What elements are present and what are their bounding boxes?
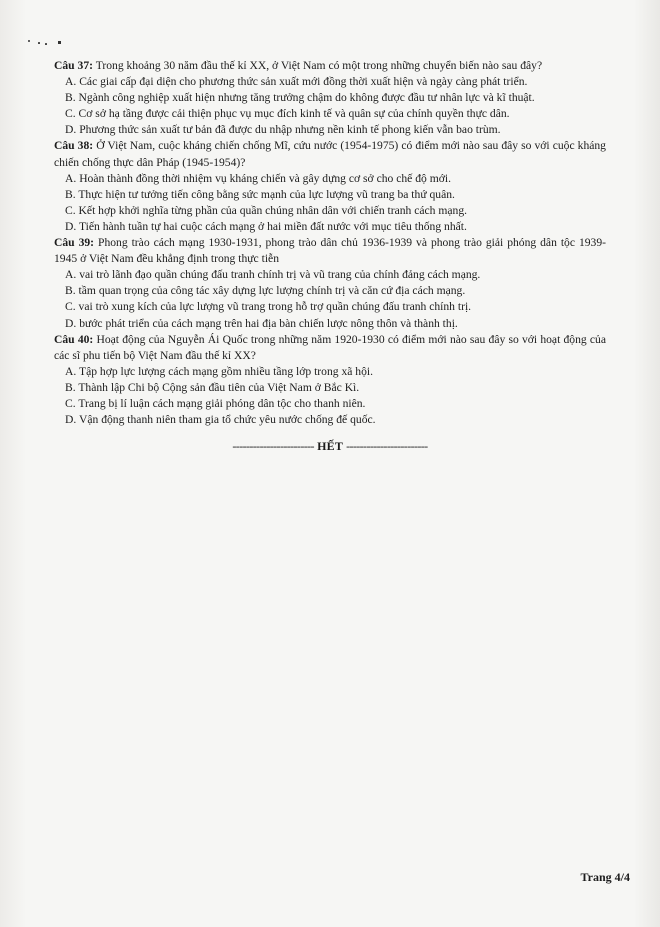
option-c [54,396,606,412]
option-d [54,219,606,235]
option-label: D. [65,316,77,330]
option-text: tầm quan trọng của công tác xây dựng lực lượng chính trị và căn cứ địa cách mạng. [78,284,466,298]
option-text: vai trò lãnh đạo quần chúng đấu tranh chính trị và vũ trang của chính đảng cách mạng. [79,268,481,282]
option-d [54,412,606,428]
option-c [54,203,606,219]
option-text: vai trò xung kích của lực lượng vũ trang trong hỗ trợ quần chúng đấu tranh chính trị. [78,300,472,314]
option-text: Tập hợp lực lượng cách mạng gồm nhiều tầng lớp trong xã hội. [78,364,373,378]
option-d [54,122,606,138]
option-label: A. [65,75,77,89]
option-c [54,106,606,122]
question-number: Câu 40: [54,332,94,346]
question-38 [54,138,606,235]
question-text: Trong khoảng 30 năm đầu thế kỉ XX, ở Việt Nam có một trong những chuyển biến nào sau đây? [95,59,543,72]
question-list [54,58,606,428]
option-text: Tiến hành tuần tự hai cuộc cách mạng ở hai miền đất nước với mục tiêu thống nhất. [78,219,467,233]
question-stem [54,235,606,267]
option-label: A. [65,364,77,378]
question-stem [54,138,606,170]
option-label: B. [65,380,76,394]
question-40 [54,332,606,429]
option-text: Thực hiện tư tưởng tiến công bằng sức mạnh của lực lượng vũ trang ba thứ quân. [78,187,455,201]
option-text: Hoàn thành đồng thời nhiệm vụ kháng chiến và gây dựng cơ sở cho chế độ mới. [79,171,451,185]
option-a [54,171,606,187]
question-stem [54,332,606,364]
option-b [54,283,606,299]
option-label: D. [65,123,77,137]
option-label: B. [65,187,76,201]
question-number: Câu 39: [54,236,95,250]
page-number: Trang 4/4 [580,870,630,884]
question-39 [54,235,606,332]
option-d [54,316,606,332]
option-label: C. [65,203,76,217]
question-text: Hoạt động của Nguyễn Ái Quốc trong những năm 1920-1930 có điểm mới nào sau đây so với hoạt động của các sĩ phu tiến bộ Việt Nam đầu thế kỉ XX? [54,332,606,362]
option-label: C. [65,107,76,121]
end-dashes-left: ------------------------ [232,439,314,453]
end-marker [0,439,660,454]
question-stem [54,58,606,74]
option-label: A. [65,171,77,185]
option-label: A. [65,268,77,282]
option-label: C. [65,396,76,410]
option-text: Trang bị lí luận cách mạng giải phóng dân tộc cho thanh niên. [78,396,366,410]
question-number: Câu 38: [54,139,94,153]
option-text: Vận động thanh niên tham gia tổ chức yêu nước chống đế quốc. [78,413,376,427]
scan-specks [28,40,68,48]
option-text: Cơ sở hạ tầng được cải thiện phục vụ mục đích kinh tế và quân sự của chính quyền thực dân. [78,107,510,121]
option-c [54,299,606,315]
option-a [54,364,606,380]
option-a [54,267,606,283]
option-text: Thành lập Chi bộ Cộng sản đầu tiên của Việt Nam ở Bắc Kì. [78,380,360,394]
option-text: Các giai cấp đại diện cho phương thức sản xuất mới đồng thời xuất hiện và ngày càng phát triển. [79,75,528,89]
option-label: C. [65,300,76,314]
option-text: bước phát triển của cách mạng trên hai địa bàn chiến lược nông thôn và thành thị. [79,316,458,330]
question-number: Câu 37: [54,59,93,72]
option-label: B. [65,91,76,105]
option-a [54,74,606,90]
option-text: Ngành công nghiệp xuất hiện nhưng tăng trưởng chậm do không được đầu tư nhân lực và kĩ thuật. [78,91,535,105]
question-text: Ở Việt Nam, cuộc kháng chiến chống Mĩ, cứu nước (1954-1975) có điểm mới nào sau đây so với cuộc kháng chiến chống thực dân Pháp (1945-1954)? [54,139,606,169]
option-label: D. [65,219,77,233]
option-text: Phương thức sản xuất tư bản đã được du nhập nhưng nền kinh tế phong kiến vẫn bao trùm. [79,123,501,137]
option-text: Kết hợp khởi nghĩa từng phần của quần chúng nhân dân với chiến tranh cách mạng. [78,203,468,217]
option-label: B. [65,284,76,298]
option-b [54,90,606,106]
option-label: D. [65,413,77,427]
question-37 [54,58,606,138]
option-b [54,187,606,203]
end-dashes-right: ------------------------ [346,439,428,453]
option-b [54,380,606,396]
question-text: Phong trào cách mạng 1930-1931, phong trào dân chủ 1936-1939 và phong trào giải phóng dân tộc 1939-1945 ở Việt Nam đều khẳng định trong thực tiễn [54,236,606,266]
end-label: HẾT [317,439,343,453]
